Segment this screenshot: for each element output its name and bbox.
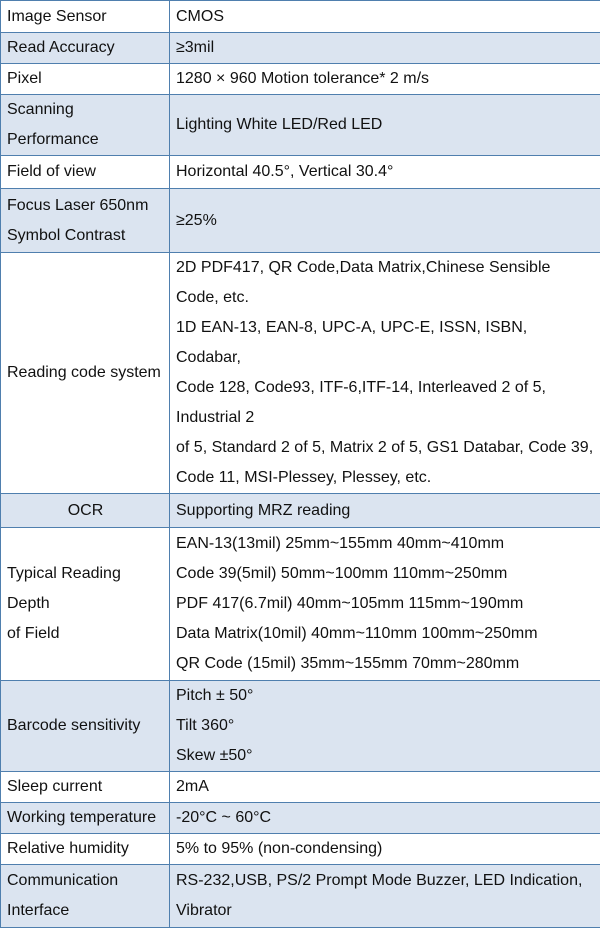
row-label: Reading code system [1, 253, 170, 494]
table-row [1, 803, 600, 834]
table-row [1, 494, 600, 528]
table-row [1, 834, 600, 865]
row-value: ≥3mil [170, 33, 600, 64]
table-row [1, 189, 600, 253]
row-value: 1280 × 960 Motion tolerance* 2 m/s [170, 64, 600, 95]
row-value: 5% to 95% (non-condensing) [170, 834, 600, 865]
row-label: OCR [1, 494, 170, 528]
row-value: Lighting White LED/Red LED [170, 95, 600, 156]
value-line: EAN-13(13mil) 25mm~155mm 40mm~410mm [176, 529, 595, 559]
value-line: Tilt 360° [176, 711, 595, 741]
row-value: -20°C ~ 60°C [170, 803, 600, 834]
row-label: Sleep current [1, 772, 170, 803]
row-value: Horizontal 40.5°, Vertical 30.4° [170, 156, 600, 189]
row-label-line: of Field [7, 619, 164, 649]
table-row [1, 681, 600, 772]
row-label: Scanning Performance [1, 95, 170, 156]
value-line: Vibrator [176, 896, 595, 926]
table-row [1, 156, 600, 189]
row-label [1, 189, 170, 253]
row-label [1, 865, 170, 928]
value-line: of 5, Standard 2 of 5, Matrix 2 of 5, GS1 Databar, Code 39, [176, 433, 595, 463]
value-line: 1D EAN-13, EAN-8, UPC-A, UPC-E, ISSN, ISBN, Codabar, [176, 313, 595, 373]
table-row [1, 1, 600, 33]
table-row [1, 865, 600, 928]
value-line: Code 128, Code93, ITF-6,ITF-14, Interleaved 2 of 5, Industrial 2 [176, 373, 595, 433]
value-line: 2D PDF417, QR Code,Data Matrix,Chinese Sensible Code, etc. [176, 253, 595, 313]
row-value: 2mA [170, 772, 600, 803]
row-label: Read Accuracy [1, 33, 170, 64]
row-label: Relative humidity [1, 834, 170, 865]
row-label-line: Symbol Contrast [7, 221, 164, 251]
row-label: Pixel [1, 64, 170, 95]
table-row [1, 95, 600, 156]
row-value [170, 253, 600, 494]
value-line: QR Code (15mil) 35mm~155mm 70mm~280mm [176, 649, 595, 679]
row-value: ≥25% [170, 189, 600, 253]
table-row [1, 772, 600, 803]
row-label-line: Communication [7, 866, 164, 896]
row-value [170, 681, 600, 772]
table-row [1, 64, 600, 95]
value-line: Data Matrix(10mil) 40mm~110mm 100mm~250mm [176, 619, 595, 649]
row-label: Field of view [1, 156, 170, 189]
value-line: RS-232,USB, PS/2 Prompt Mode Buzzer, LED Indication, [176, 866, 595, 896]
value-line: Pitch ± 50° [176, 681, 595, 711]
value-line: Skew ±50° [176, 741, 595, 771]
table-row [1, 253, 600, 494]
row-label: Working temperature [1, 803, 170, 834]
row-value: Supporting MRZ reading [170, 494, 600, 528]
table-row [1, 528, 600, 681]
row-label-line: Typical Reading Depth [7, 559, 164, 619]
row-label: Image Sensor [1, 1, 170, 33]
value-line: Code 11, MSI-Plessey, Plessey, etc. [176, 463, 595, 493]
value-line: Code 39(5mil) 50mm~100mm 110mm~250mm [176, 559, 595, 589]
row-value [170, 865, 600, 928]
row-label-line: Interface [7, 896, 164, 926]
value-line: PDF 417(6.7mil) 40mm~105mm 115mm~190mm [176, 589, 595, 619]
row-label: Barcode sensitivity [1, 681, 170, 772]
row-label [1, 528, 170, 681]
row-value [170, 528, 600, 681]
row-label-line: Focus Laser 650nm [7, 191, 164, 221]
table-row [1, 33, 600, 64]
row-value: CMOS [170, 1, 600, 33]
